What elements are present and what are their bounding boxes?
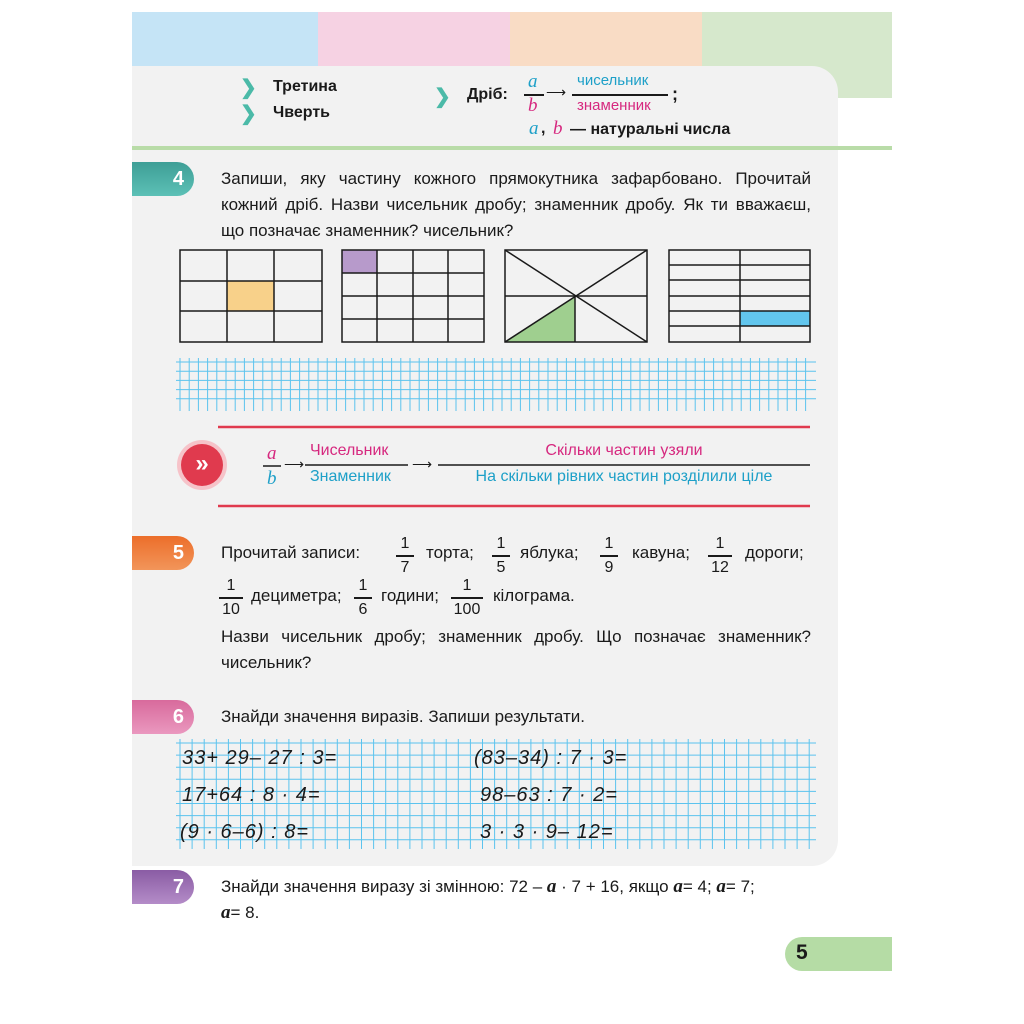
- rule-var-a: a: [267, 443, 277, 464]
- header-var-a: a: [528, 71, 538, 92]
- word-apple: яблука;: [520, 543, 579, 562]
- fraction-1-9: 1 9: [600, 534, 618, 578]
- expression-4: 98–63 : 7 · 2=: [480, 784, 618, 806]
- natural-numbers-text: — натуральні числа: [570, 121, 731, 138]
- task-7-line-2: [221, 902, 259, 924]
- chevron-icon: ❯: [434, 86, 451, 108]
- word-kilogram: кілограма.: [493, 586, 575, 605]
- word-cake: торта;: [426, 543, 474, 562]
- rectangle-2x6: [669, 250, 810, 342]
- rule-var-b: b: [267, 468, 277, 489]
- fraction-1-5: 1 5: [492, 534, 510, 578]
- word-road: дороги;: [745, 543, 804, 562]
- word-hour: години;: [381, 586, 439, 605]
- word-watermelon: кавуна;: [632, 543, 690, 562]
- double-chevron-icon: »: [181, 444, 223, 486]
- header-var-b-2: b: [553, 118, 563, 139]
- rectangle-3x3: [180, 250, 322, 342]
- fraction-1-100: 1 100: [451, 576, 483, 620]
- chevron-icon: ❯: [240, 103, 257, 125]
- task-7-var: a: [673, 876, 683, 897]
- header-item-third: Третина: [273, 78, 337, 95]
- fraction-1-6: 1 6: [354, 576, 372, 620]
- task-7-value-1: = 4;: [682, 877, 712, 896]
- task-5-intro: Прочитай записи:: [221, 543, 361, 562]
- answer-grid-task-4: [176, 358, 816, 411]
- fraction-label: Дріб:: [467, 86, 508, 103]
- task-number-7: 7: [132, 870, 194, 904]
- task-7-var: a: [546, 876, 557, 897]
- word-decimeter: дециметра;: [251, 586, 342, 605]
- header-denominator: знаменник: [577, 97, 651, 114]
- header-numerator: чисельник: [577, 72, 649, 89]
- arrow-icon: ⟶: [412, 456, 433, 472]
- task-6-text: Знайди значення виразів. Запиши результати.: [221, 707, 585, 726]
- task-7-var: a: [221, 902, 231, 923]
- header-semicolon: ;: [672, 84, 678, 104]
- expression-5: (9 · 6–6) : 8=: [180, 821, 310, 843]
- expression-6: 3 · 3 · 9– 12=: [480, 821, 614, 843]
- rule-numerator: Чисельник: [310, 442, 389, 459]
- fraction-1-10: 1 10: [219, 576, 243, 620]
- expression-3: 17+64 : 8 · 4=: [182, 784, 321, 806]
- arrow-icon: ⟶: [546, 84, 567, 100]
- expression-2: (83–34) : 7 · 3=: [474, 747, 628, 769]
- header-item-quarter: Чверть: [273, 104, 330, 121]
- header-var-a-2: a: [529, 118, 539, 139]
- task-number-4: 4: [132, 162, 194, 196]
- header-var-b: b: [528, 95, 538, 116]
- task-7-value-2: = 7;: [725, 877, 755, 896]
- rectangle-4x4: [342, 250, 484, 342]
- task-number-5: 5: [132, 536, 194, 570]
- rule-numerator-meaning: Скільки частин узяли: [545, 442, 703, 459]
- header-comma: ,: [541, 120, 546, 137]
- task-7-line-1: [221, 876, 755, 898]
- rectangle-triangles: [505, 250, 647, 342]
- expression-1: 33+ 29– 27 : 3=: [182, 747, 338, 769]
- task-7-text-a: Знайди значення виразу зі змінною: 72 –: [221, 877, 543, 896]
- arrow-icon: ⟶: [284, 456, 305, 472]
- task-4-text: Запиши, яку частину кожного прямокутника зафарбовано. Прочитай кожний дріб. Назви чисельник дробу; знаменник дробу. Як ти вважаєш, що позначає знаменник? чисельник?: [221, 169, 811, 240]
- task-7-var: a: [716, 876, 726, 897]
- page-number: 5: [796, 941, 808, 964]
- task-7-text-b: · 7 + 16, якщо: [561, 877, 669, 896]
- task-number-6: 6: [132, 700, 194, 734]
- task-7-value-3: = 8.: [230, 903, 260, 922]
- fraction-1-7: 1 7: [396, 534, 414, 578]
- task-5-text-2: Назви чисельник дробу; знаменник дробу. Що позначає знаменник? чисельник?: [221, 627, 811, 672]
- fraction-1-12: 1 12: [708, 534, 732, 578]
- rule-denominator: Знаменник: [310, 468, 391, 485]
- rule-denominator-meaning: На скільки рівних частин розділили ціле: [475, 468, 773, 485]
- chevron-icon: ❯: [240, 77, 257, 99]
